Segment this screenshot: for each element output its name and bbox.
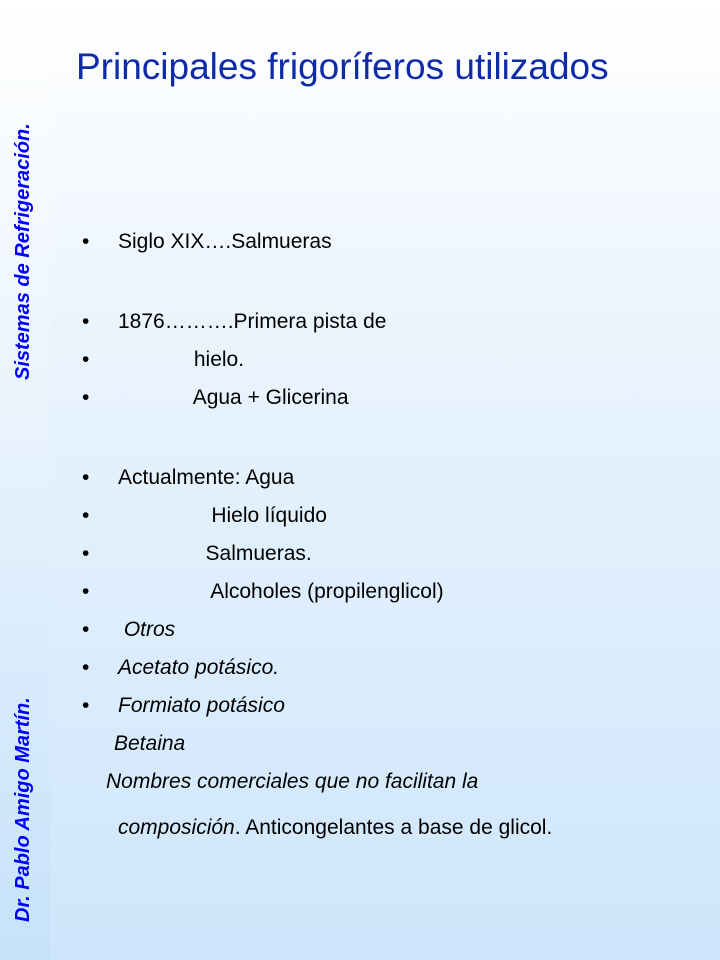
list-item-text: Siglo XIX….Salmueras	[118, 230, 332, 253]
list-item	[80, 230, 710, 268]
list-item-text: Alcoholes (propilenglicol)	[118, 580, 444, 603]
bullet-icon: •	[82, 386, 90, 409]
list-item	[80, 466, 710, 504]
bullet-icon: •	[82, 348, 90, 371]
bullet-icon: •	[82, 542, 90, 565]
subject-label: Sistemas de Refrigeración.	[12, 123, 34, 380]
list-item	[80, 348, 710, 386]
bullet-icon: •	[82, 310, 90, 333]
list-item-text: Otros	[118, 618, 176, 641]
text-line-content: Betaina	[114, 732, 186, 755]
list-item-text: Actualmente: Agua	[118, 466, 295, 489]
list-item	[80, 542, 710, 580]
list-item	[80, 386, 710, 424]
list-item	[80, 656, 710, 694]
text-line-content: Nombres comerciales que no facilitan la	[106, 770, 479, 793]
list-item-text: hielo.	[118, 348, 245, 371]
bullet-icon: •	[82, 656, 90, 679]
list-item-text: Hielo líquido	[118, 504, 327, 527]
list-item	[80, 504, 710, 542]
bullet-list	[80, 230, 710, 854]
list-item-text: Acetato potásico.	[118, 656, 280, 679]
bullet-icon: •	[82, 694, 90, 717]
bullet-icon: •	[82, 230, 90, 253]
sidebar	[0, 0, 50, 960]
author-label: Dr. Pablo Amigo Martín.	[12, 697, 34, 922]
text-line	[80, 770, 710, 816]
list-item-text: Agua + Glicerina	[118, 386, 349, 409]
list-item	[80, 618, 710, 656]
spacer	[80, 424, 710, 466]
normal-text: . Anticongelantes a base de glicol.	[234, 816, 553, 839]
list-item-text: 1876……….Primera pista de	[118, 310, 387, 333]
bullet-icon: •	[82, 504, 90, 527]
text-line	[80, 732, 710, 770]
bullet-icon: •	[82, 466, 90, 489]
list-item-text: Formiato potásico	[118, 694, 285, 717]
bullet-icon: •	[82, 618, 90, 641]
bullet-icon: •	[82, 580, 90, 603]
list-item	[80, 580, 710, 618]
list-item	[80, 310, 710, 348]
slide-title: Principales frigoríferos utilizados	[76, 46, 609, 87]
italic-word: composición	[118, 816, 235, 839]
spacer	[80, 268, 710, 310]
list-item-text: Salmueras.	[118, 542, 312, 565]
list-item	[80, 694, 710, 732]
text-line	[80, 816, 710, 854]
text-line-content	[118, 816, 552, 840]
